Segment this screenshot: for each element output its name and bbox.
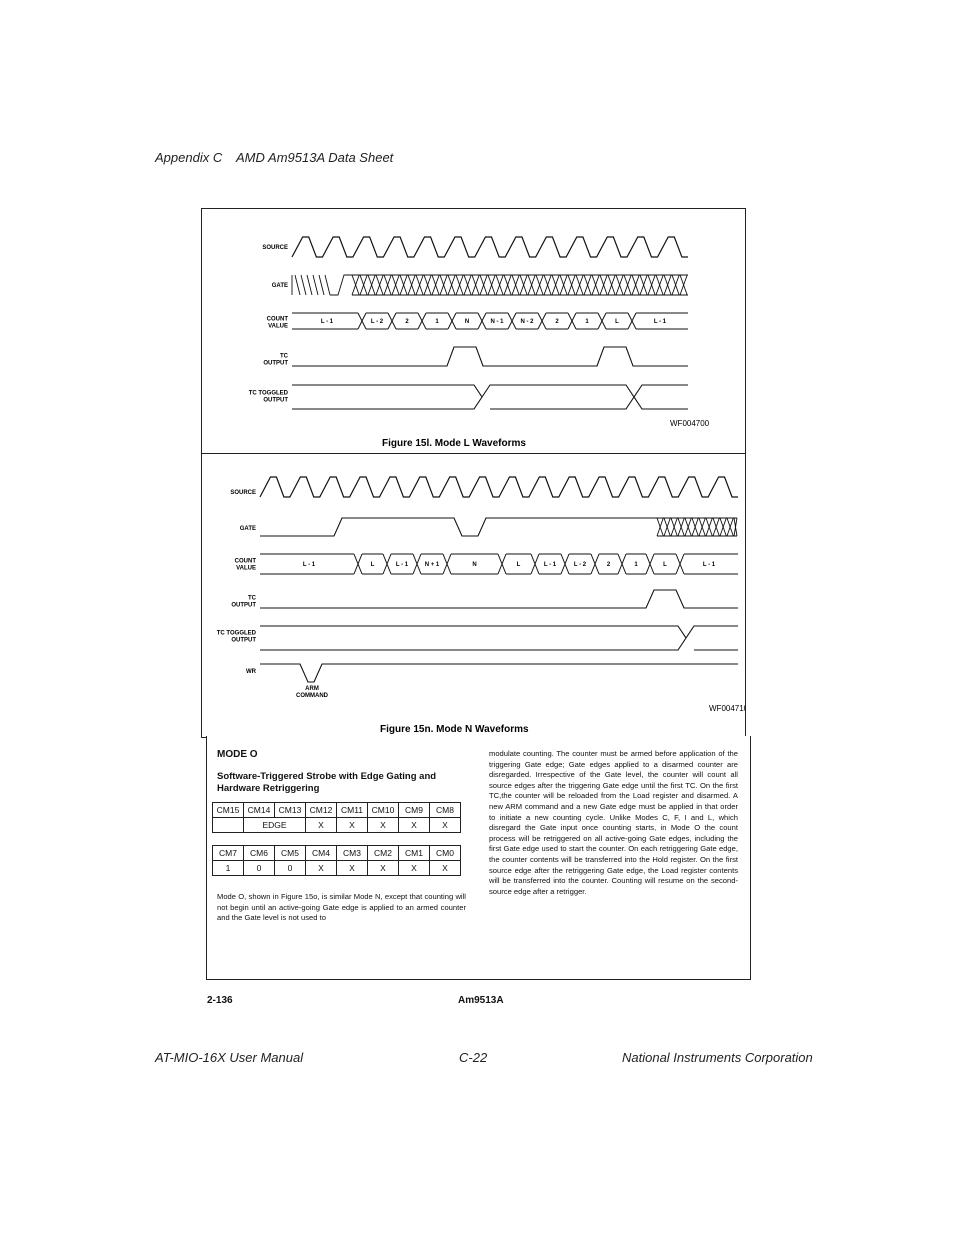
cm-table-low (212, 845, 461, 876)
signal-label: TC (280, 353, 288, 360)
figure-n-code: WF004710 (709, 704, 745, 713)
mode-l-waveforms (202, 209, 745, 454)
count-cell-label: L (516, 562, 521, 568)
footer-manual: AT-MIO-16X User Manual (155, 1050, 304, 1065)
gate-hatch (319, 275, 324, 295)
count-cell-label: 1 (435, 319, 439, 325)
signal-label: TC TOGGLED (216, 630, 256, 637)
header-appendix: Appendix C (155, 150, 223, 165)
count-cell-label: L - 1 (653, 319, 667, 325)
cm-cell: EDGE (244, 818, 306, 833)
signal-label: COUNT (266, 316, 288, 323)
signal-label: TC (248, 595, 256, 602)
cm-header: CM9 (399, 803, 430, 818)
signal-label: TC TOGGLED (248, 390, 288, 397)
cm-cell: X (368, 861, 399, 876)
cm-cell: X (430, 818, 461, 833)
count-cell-label: L - 1 (543, 562, 557, 568)
count-cell-label: L - 2 (573, 562, 587, 568)
count-cell-label: N - 1 (490, 319, 504, 325)
count-cell-label: 2 (555, 319, 559, 325)
cm-header: CM8 (430, 803, 461, 818)
cm-header: CM2 (368, 846, 399, 861)
count-cell-label: L - 1 (302, 562, 316, 568)
cm-cell: X (399, 861, 430, 876)
signal-label: OUTPUT (263, 397, 288, 404)
cm-header: CM12 (306, 803, 337, 818)
datasheet-page-number: 2-136 (207, 995, 233, 1006)
gate-hatch (307, 275, 312, 295)
gate-hatch (301, 275, 306, 295)
figure-l-code: WF004700 (670, 419, 710, 428)
mode-o-paragraph-left: Mode O, shown in Figure 15o, is similar Mode N, except that counting will not begin until an active-going Gate edge is applied to an armed counter and the Gate level is not used to (217, 892, 466, 923)
cm-header: CM14 (244, 803, 275, 818)
cm-table-high (212, 802, 461, 833)
count-cell-label: 1 (585, 319, 589, 325)
signal-label: OUTPUT (231, 602, 256, 609)
signal-label: OUTPUT (231, 637, 256, 644)
count-cell-label: L - 2 (370, 319, 384, 325)
figure-mode-n (201, 453, 746, 738)
cm-cell: X (368, 818, 399, 833)
arm-command-label: ARM (305, 686, 319, 692)
mode-n-waveforms (202, 454, 745, 737)
cm-cell: X (337, 861, 368, 876)
cm-cell: X (430, 861, 461, 876)
cm-header: CM1 (399, 846, 430, 861)
gate-hatch (325, 275, 330, 295)
cm-cell: 0 (244, 861, 275, 876)
cm-cell: X (399, 818, 430, 833)
count-cell-label: 1 (634, 562, 638, 568)
signal-label: VALUE (268, 323, 288, 330)
count-cell-label: N (472, 562, 477, 568)
cm-header: CM15 (213, 803, 244, 818)
cm-cell: 1 (213, 861, 244, 876)
cm-cell: X (306, 861, 337, 876)
cm-header: CM13 (275, 803, 306, 818)
signal-label: COUNT (234, 558, 256, 565)
count-cell-label: 2 (405, 319, 409, 325)
count-cell-label: L - 1 (702, 562, 716, 568)
datasheet-part-name: Am9513A (458, 995, 504, 1006)
signal-label: WR (246, 669, 256, 675)
cm-header: CM0 (430, 846, 461, 861)
count-cell-label: L - 1 (395, 562, 409, 568)
cm-header: CM7 (213, 846, 244, 861)
signal-label: OUTPUT (263, 360, 288, 367)
cm-header: CM10 (368, 803, 399, 818)
arm-command-label: COMMAND (296, 693, 328, 699)
signal-label: GATE (239, 526, 256, 532)
cm-header: CM11 (337, 803, 368, 818)
cm-cell: X (306, 818, 337, 833)
count-cell-label: L (370, 562, 375, 568)
cm-header: CM5 (275, 846, 306, 861)
gate-hatch (295, 275, 300, 295)
signal-label: SOURCE (230, 490, 256, 496)
mode-o-subtitle: Software-Triggered Strobe with Edge Gating and Hardware Retriggering (217, 771, 437, 794)
header-doc-title: AMD Am9513A Data Sheet (236, 150, 394, 165)
count-cell-label: N - 2 (520, 319, 534, 325)
figure-n-caption: Figure 15n. Mode N Waveforms (380, 724, 529, 735)
gate-rise (330, 275, 352, 295)
signal-label: GATE (271, 283, 288, 289)
cm-header: CM3 (337, 846, 368, 861)
footer-page: C-22 (459, 1050, 488, 1065)
figure-mode-l (201, 208, 746, 455)
count-cell-label: L - 1 (320, 319, 334, 325)
count-cell-label: 2 (606, 562, 611, 568)
signal-label: SOURCE (262, 245, 288, 251)
cm-cell: X (337, 818, 368, 833)
figure-l-caption: Figure 15l. Mode L Waveforms (382, 438, 526, 449)
count-cell-label: N (464, 319, 470, 325)
count-cell-label: L (663, 562, 667, 568)
cm-header: CM4 (306, 846, 337, 861)
gate-hatch (313, 275, 318, 295)
count-cell-label: N + 1 (424, 562, 440, 568)
footer-corp: National Instruments Corporation (622, 1050, 813, 1065)
count-cell-label: L (615, 319, 619, 325)
mode-o-paragraph-right: modulate counting. The counter must be armed before application of the triggering Gate edge; Gate edges applied to a disarmed counter are disregarded. Irrespective of the Gate level, the counter will count all source edges after the triggering Gate edge until the first TC. On the first TC,the counter will be reloaded from the Load register and disarmed. A new ARM command and a new Gate edge must be applied in that order to initiate a new counting cycle. Unlike Modes C, F, I and L, which disregard the Gate input once counting starts, in Mode O the count process will be retriggered on all active-going Gate edges, including the first Gate edge used to start the counter. On each retriggering Gate edge, the counter contents will be transferred into the Hold register. On the first source edge after the retriggering Gate edge, the Load register contents will be transferred into the counter. Counting will resume on the second-source edge after a retrigger. (489, 749, 738, 896)
cm-cell: 0 (275, 861, 306, 876)
cm-cell (213, 818, 244, 833)
signal-label: VALUE (236, 565, 256, 572)
cm-header: CM6 (244, 846, 275, 861)
mode-o-title: MODE O (217, 749, 258, 760)
